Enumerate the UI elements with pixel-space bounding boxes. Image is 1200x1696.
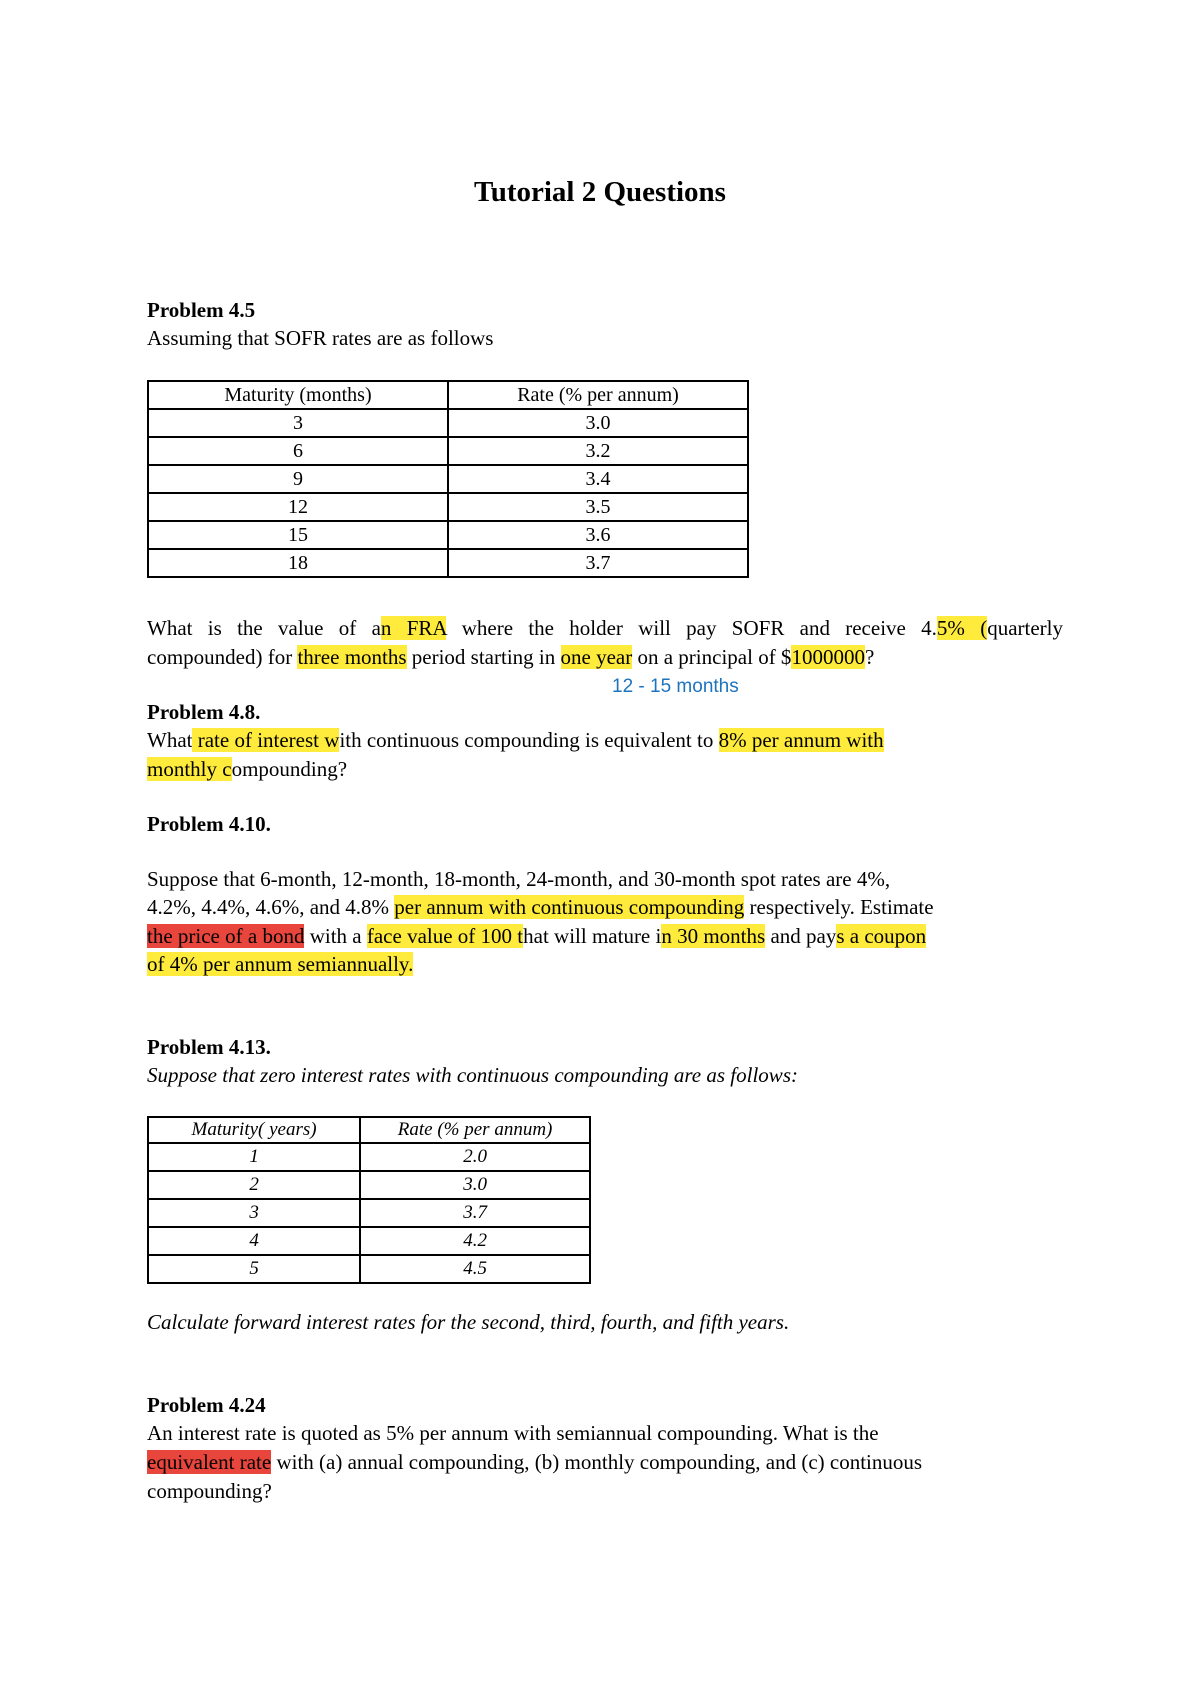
problem-4-8-heading: Problem 4.8.	[147, 700, 261, 724]
zero-rates-table	[147, 1116, 591, 1284]
problem-4-10-line3	[147, 924, 926, 949]
problem-4-24-line2	[147, 1450, 922, 1475]
problem-4-10-line2	[147, 895, 934, 920]
table-cell: 9	[148, 465, 448, 493]
annotation-note: 12 - 15 months	[612, 676, 739, 697]
problem-4-5-question-line2	[147, 645, 874, 670]
page-title: Tutorial 2 Questions	[474, 176, 726, 208]
text-run: quarterly	[987, 616, 1063, 640]
highlight: monthly c	[147, 757, 232, 781]
table-header: Rate (% per annum)	[448, 381, 748, 409]
text-run: compounded) for	[147, 645, 298, 669]
problem-4-5-intro: Assuming that SOFR rates are as follows	[147, 326, 494, 350]
problem-4-13-heading: Problem 4.13.	[147, 1035, 271, 1059]
table-cell: 3.5	[448, 493, 748, 521]
table-cell: 4.2	[360, 1227, 590, 1255]
text-run: What is the value of a	[147, 616, 381, 640]
table-row	[148, 1227, 590, 1255]
problem-4-5-question-line1	[147, 616, 1063, 641]
highlight: three months	[297, 645, 407, 669]
table-header: Maturity (months)	[148, 381, 448, 409]
highlight: rate of interest w	[192, 728, 340, 752]
text-run: ith continuous compounding is equivalent to	[339, 728, 719, 752]
text-run: 4.2%, 4.4%, 4.6%, and 4.8%	[147, 895, 395, 919]
table-row	[148, 1171, 590, 1199]
highlight: per annum with continuous compounding	[394, 895, 745, 919]
table-cell: 18	[148, 549, 448, 577]
table-row	[148, 409, 748, 437]
table-header-row	[148, 1117, 590, 1143]
text-run: hat will mature i	[523, 924, 662, 948]
table-cell: 3.6	[448, 521, 748, 549]
table-cell: 4.5	[360, 1255, 590, 1283]
highlight: face value of 100 t	[366, 924, 524, 948]
table-row	[148, 1255, 590, 1283]
table-row	[148, 549, 748, 577]
table-cell: 15	[148, 521, 448, 549]
problem-4-24-heading: Problem 4.24	[147, 1393, 266, 1417]
table-row	[148, 465, 748, 493]
text-run: respectively. Estimate	[744, 895, 934, 919]
table-cell: 1	[148, 1143, 360, 1171]
problem-4-13-intro: Suppose that zero interest rates with continuous compounding are as follows:	[147, 1063, 798, 1087]
problem-4-5-heading: Problem 4.5	[147, 298, 256, 322]
highlight-red: equivalent rate	[147, 1450, 272, 1474]
table-cell: 6	[148, 437, 448, 465]
highlight: of 4% per annum semiannually.	[147, 952, 414, 976]
text-run: ompounding?	[231, 757, 348, 781]
text-run: with (a) annual compounding, (b) monthly compounding, and (c) continuous	[271, 1450, 923, 1474]
table-cell: 3.0	[448, 409, 748, 437]
problem-4-8-line1	[147, 728, 884, 753]
highlight: one year	[560, 645, 633, 669]
table-cell: 3.7	[448, 549, 748, 577]
highlight-red: the price of a bond	[147, 924, 305, 948]
table-row	[148, 521, 748, 549]
highlight: 8% per annum with	[718, 728, 884, 752]
problem-4-24-line3: compounding?	[147, 1479, 272, 1503]
problem-4-10-line1: Suppose that 6-month, 12-month, 18-month, 24-month, and 30-month spot rates are 4%,	[147, 867, 891, 891]
table-cell: 3.0	[360, 1171, 590, 1199]
table-row	[148, 493, 748, 521]
highlight: 1000000	[791, 645, 865, 669]
text-run: and pay	[765, 924, 837, 948]
table-cell: 3	[148, 1199, 360, 1227]
table-cell: 2.0	[360, 1143, 590, 1171]
table-row	[148, 1143, 590, 1171]
table-header-row	[148, 381, 748, 409]
table-header: Rate (% per annum)	[360, 1117, 590, 1143]
table-row	[148, 1199, 590, 1227]
table-cell: 5	[148, 1255, 360, 1283]
table-cell: 3.4	[448, 465, 748, 493]
highlight: s a coupon	[836, 924, 927, 948]
text-run: with a	[304, 924, 367, 948]
problem-4-8-line2	[147, 757, 347, 782]
table-cell: 3	[148, 409, 448, 437]
highlight: n FRA	[380, 616, 447, 640]
table-cell: 4	[148, 1227, 360, 1255]
table-row	[148, 437, 748, 465]
problem-4-13-question: Calculate forward interest rates for the second, third, fourth, and fifth years.	[147, 1310, 790, 1334]
problem-4-24-line1: An interest rate is quoted as 5% per annum with semiannual compounding. What is the	[147, 1421, 879, 1445]
sofr-rates-table	[147, 380, 749, 578]
problem-4-10-line4	[147, 952, 413, 977]
text-run: period starting in	[406, 645, 561, 669]
table-header: Maturity( years)	[148, 1117, 360, 1143]
table-cell: 3.2	[448, 437, 748, 465]
text-run: ?	[864, 645, 875, 669]
highlight: n 30 months	[661, 924, 766, 948]
table-cell: 3.7	[360, 1199, 590, 1227]
highlight: 5% (	[936, 616, 988, 640]
problem-4-10-heading: Problem 4.10.	[147, 812, 271, 836]
text-run: What	[147, 728, 193, 752]
table-cell: 12	[148, 493, 448, 521]
text-run: where the holder will pay SOFR and receive 4.	[446, 616, 937, 640]
table-cell: 2	[148, 1171, 360, 1199]
text-run: on a principal of $	[632, 645, 792, 669]
